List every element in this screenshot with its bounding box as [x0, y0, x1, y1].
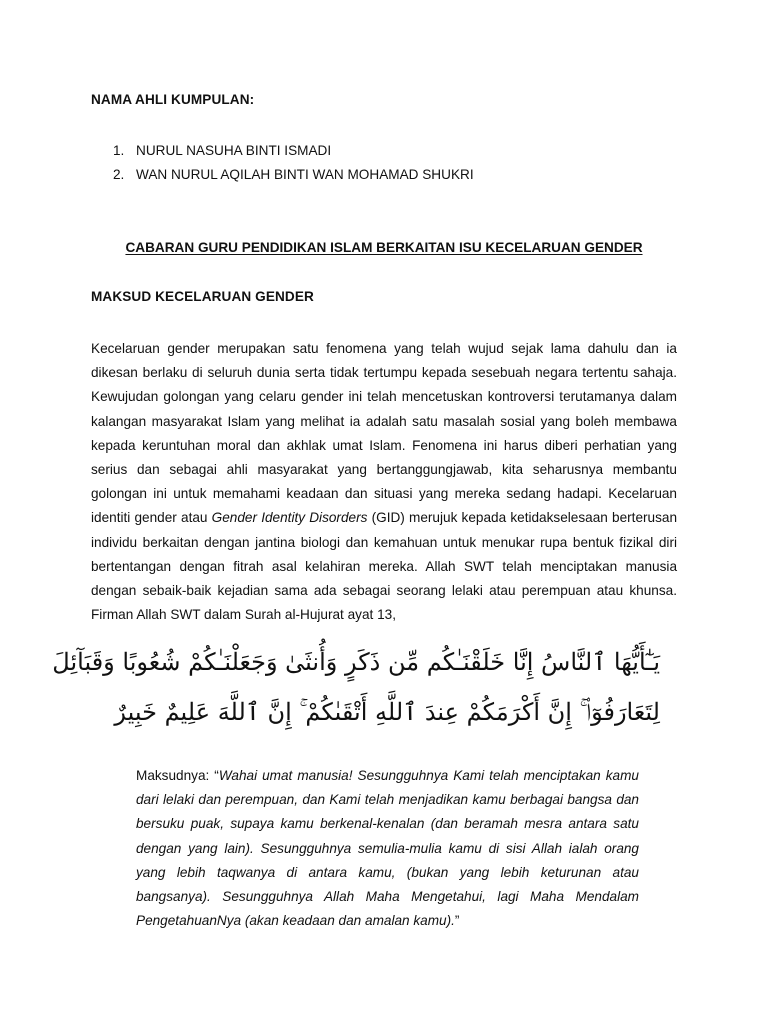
section-heading: MAKSUD KECELARUAN GENDER: [91, 289, 314, 304]
paragraph-term: Gender Identity Disorders: [211, 510, 368, 526]
document-title: CABARAN GURU PENDIDIKAN ISLAM BERKAITAN ISU KECELARUAN GENDER: [125, 240, 643, 255]
member-name: WAN NURUL AQILAH BINTI WAN MOHAMAD SHUKRI: [136, 167, 474, 182]
body-paragraph: [91, 337, 677, 627]
paragraph-text: (GID) merujuk kepada ketidakselesaan berterusan individu berkaitan dengan jantina biologi dan kemahuan untuk menukar rupa bentuk fizikal diri bertentangan dengan fitrah asal kelahiran mereka. Allah SWT telah menciptakan manusia dengan sebaik-baik kejadian sama ada sebagai seorang lelaki atau perempuan atau khunsa. Firman Allah SWT dalam Surah al-Hujurat ayat 13,: [91, 510, 678, 623]
members-heading: NAMA AHLI KUMPULAN:: [91, 92, 255, 107]
translation-close-quote: ”: [454, 913, 460, 929]
translation-label: Maksudnya: “: [136, 768, 219, 783]
list-item-number: 2.: [113, 167, 125, 182]
quran-verse-line: لِتَعَارَفُوٓا۟ ۚ إِنَّ أَكْرَمَكُمْ عِندَ ٱللَّهِ أَتْقَىٰكُمْ ۚ إِنَّ ٱللَّهَ عَلِيمٌ خَبِيرٌ: [114, 698, 660, 726]
list-item: [113, 166, 474, 190]
member-name: NURUL NASUHA BINTI ISMADI: [136, 143, 332, 158]
verse-translation: [136, 764, 639, 933]
paragraph-text: Kecelaruan gender merupakan satu fenomena yang telah wujud sejak lama dahulu dan ia dikesan berlaku di seluruh dunia serta tidak tertumpu kepada sesebuah negara tertentu sahaja. Kewujudan golongan yang celaru gender ini telah mencetuskan kontroversi terutamanya dalam kalangan masyarakat Islam yang melihat ia adalah satu masalah sosial yang boleh membawa kepada keruntuhan moral dan akhlak umat Islam. Fenomena ini harus diberi perhatian yang serius dan sebagai ahli masyarakat yang bertanggungjawab, kita seharusnya membantu golongan ini untuk memahami keadaan dan situasi yang mereka sedang hadapi. Kecelaruan identiti gender atau: [91, 341, 677, 526]
quran-verse-line: يَـٰٓأَيُّهَا ٱلنَّاسُ إِنَّا خَلَقْنَـٰكُم مِّن ذَكَرٍ وَأُنثَىٰ وَجَعَلْنَـٰكُمْ شُعُوبًا وَقَبَآئِلَ: [52, 648, 660, 676]
list-item: [113, 142, 474, 166]
list-item-number: 1.: [113, 143, 125, 158]
translation-text: Wahai umat manusia! Sesungguhnya Kami telah menciptakan kamu dari lelaki dan perempuan, dan Kami telah menjadikan kamu berbagai bangsa dan bersuku puak, supaya kamu berkenal-kenalan (dan beramah mesra antara satu dengan yang lain). Sesungguhnya semulia-mulia kamu di sisi Allah ialah orang yang lebih taqwanya di antara kamu, (bukan yang lebih keturunan atau bangsanya). Sesungguhnya Allah Maha Mengetahui, lagi Maha Mendalam PengetahuanNya (akan keadaan dan amalan kamu).: [136, 768, 639, 929]
member-list: [113, 142, 474, 190]
